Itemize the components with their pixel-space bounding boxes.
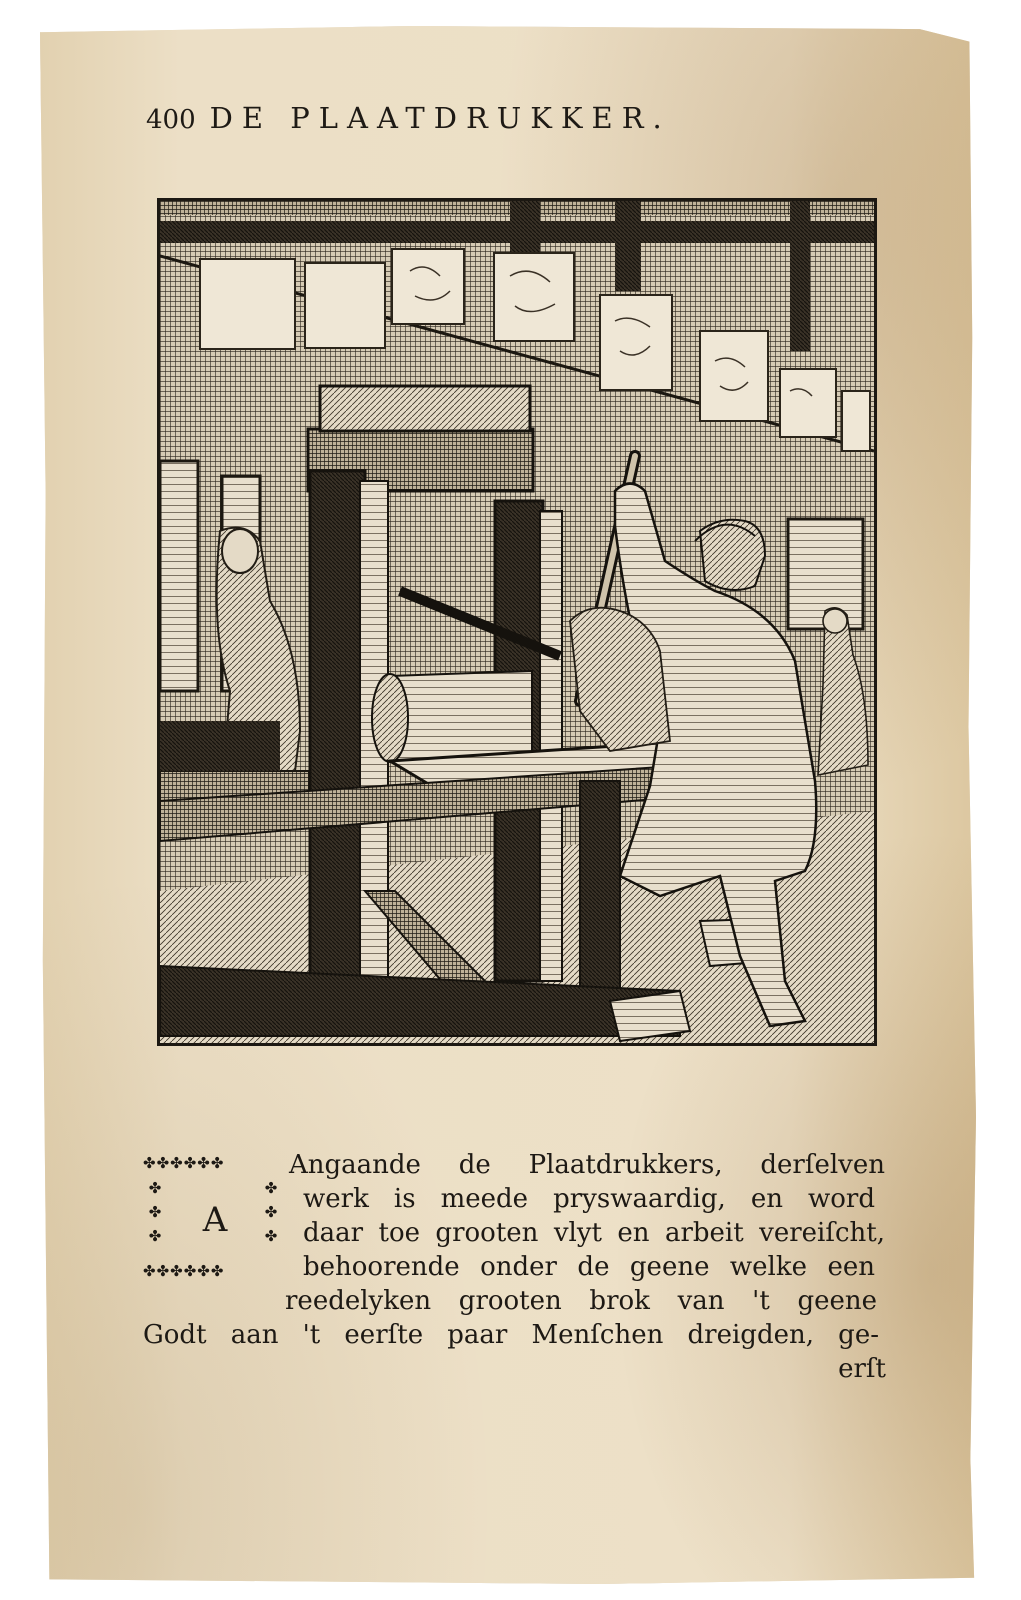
- printing-press-engraving: [160, 201, 874, 1043]
- drop-initial: A: [202, 1200, 228, 1240]
- ornament-icon: ✤: [148, 1227, 162, 1245]
- ornament-icon: ✤: [148, 1203, 162, 1221]
- ornament-border-left: [145, 1176, 165, 1248]
- ornament-icon: ✤: [264, 1203, 278, 1221]
- ornament-border-top: ✤✤✤✤✤✤: [143, 1154, 225, 1172]
- ornament-border-right: [261, 1176, 281, 1248]
- text-line-3: daar toe grooten vlyt en arbeit vereiſcht,: [303, 1218, 885, 1248]
- text-line-1: Angaande de Plaatdrukkers, derſelven: [289, 1150, 885, 1180]
- ornament-icon: ✤: [264, 1179, 278, 1197]
- ornament-icon: ✤: [264, 1227, 278, 1245]
- text-line-4: behoorende onder de geene welke een: [303, 1252, 875, 1282]
- running-head: [146, 101, 866, 141]
- text-line-2: werk is meede pryswaardig, en word: [303, 1184, 875, 1214]
- ornament-icon: ✤: [148, 1179, 162, 1197]
- body-text: [143, 1148, 888, 1388]
- page-title: DE PLAATDRUKKER.: [209, 101, 671, 135]
- catchword: erſt: [838, 1354, 886, 1384]
- text-line-6: Godt aan 't eerſte paar Menſchen dreigden, ge-: [143, 1320, 879, 1350]
- ornament-border-bottom: ✤✤✤✤✤✤: [143, 1262, 225, 1280]
- engraving-illustration: [157, 198, 877, 1046]
- page-number: 400: [146, 105, 196, 135]
- text-line-5: reedelyken grooten brok van 't geene: [285, 1286, 877, 1316]
- ornamental-initial-frame: [143, 1152, 283, 1288]
